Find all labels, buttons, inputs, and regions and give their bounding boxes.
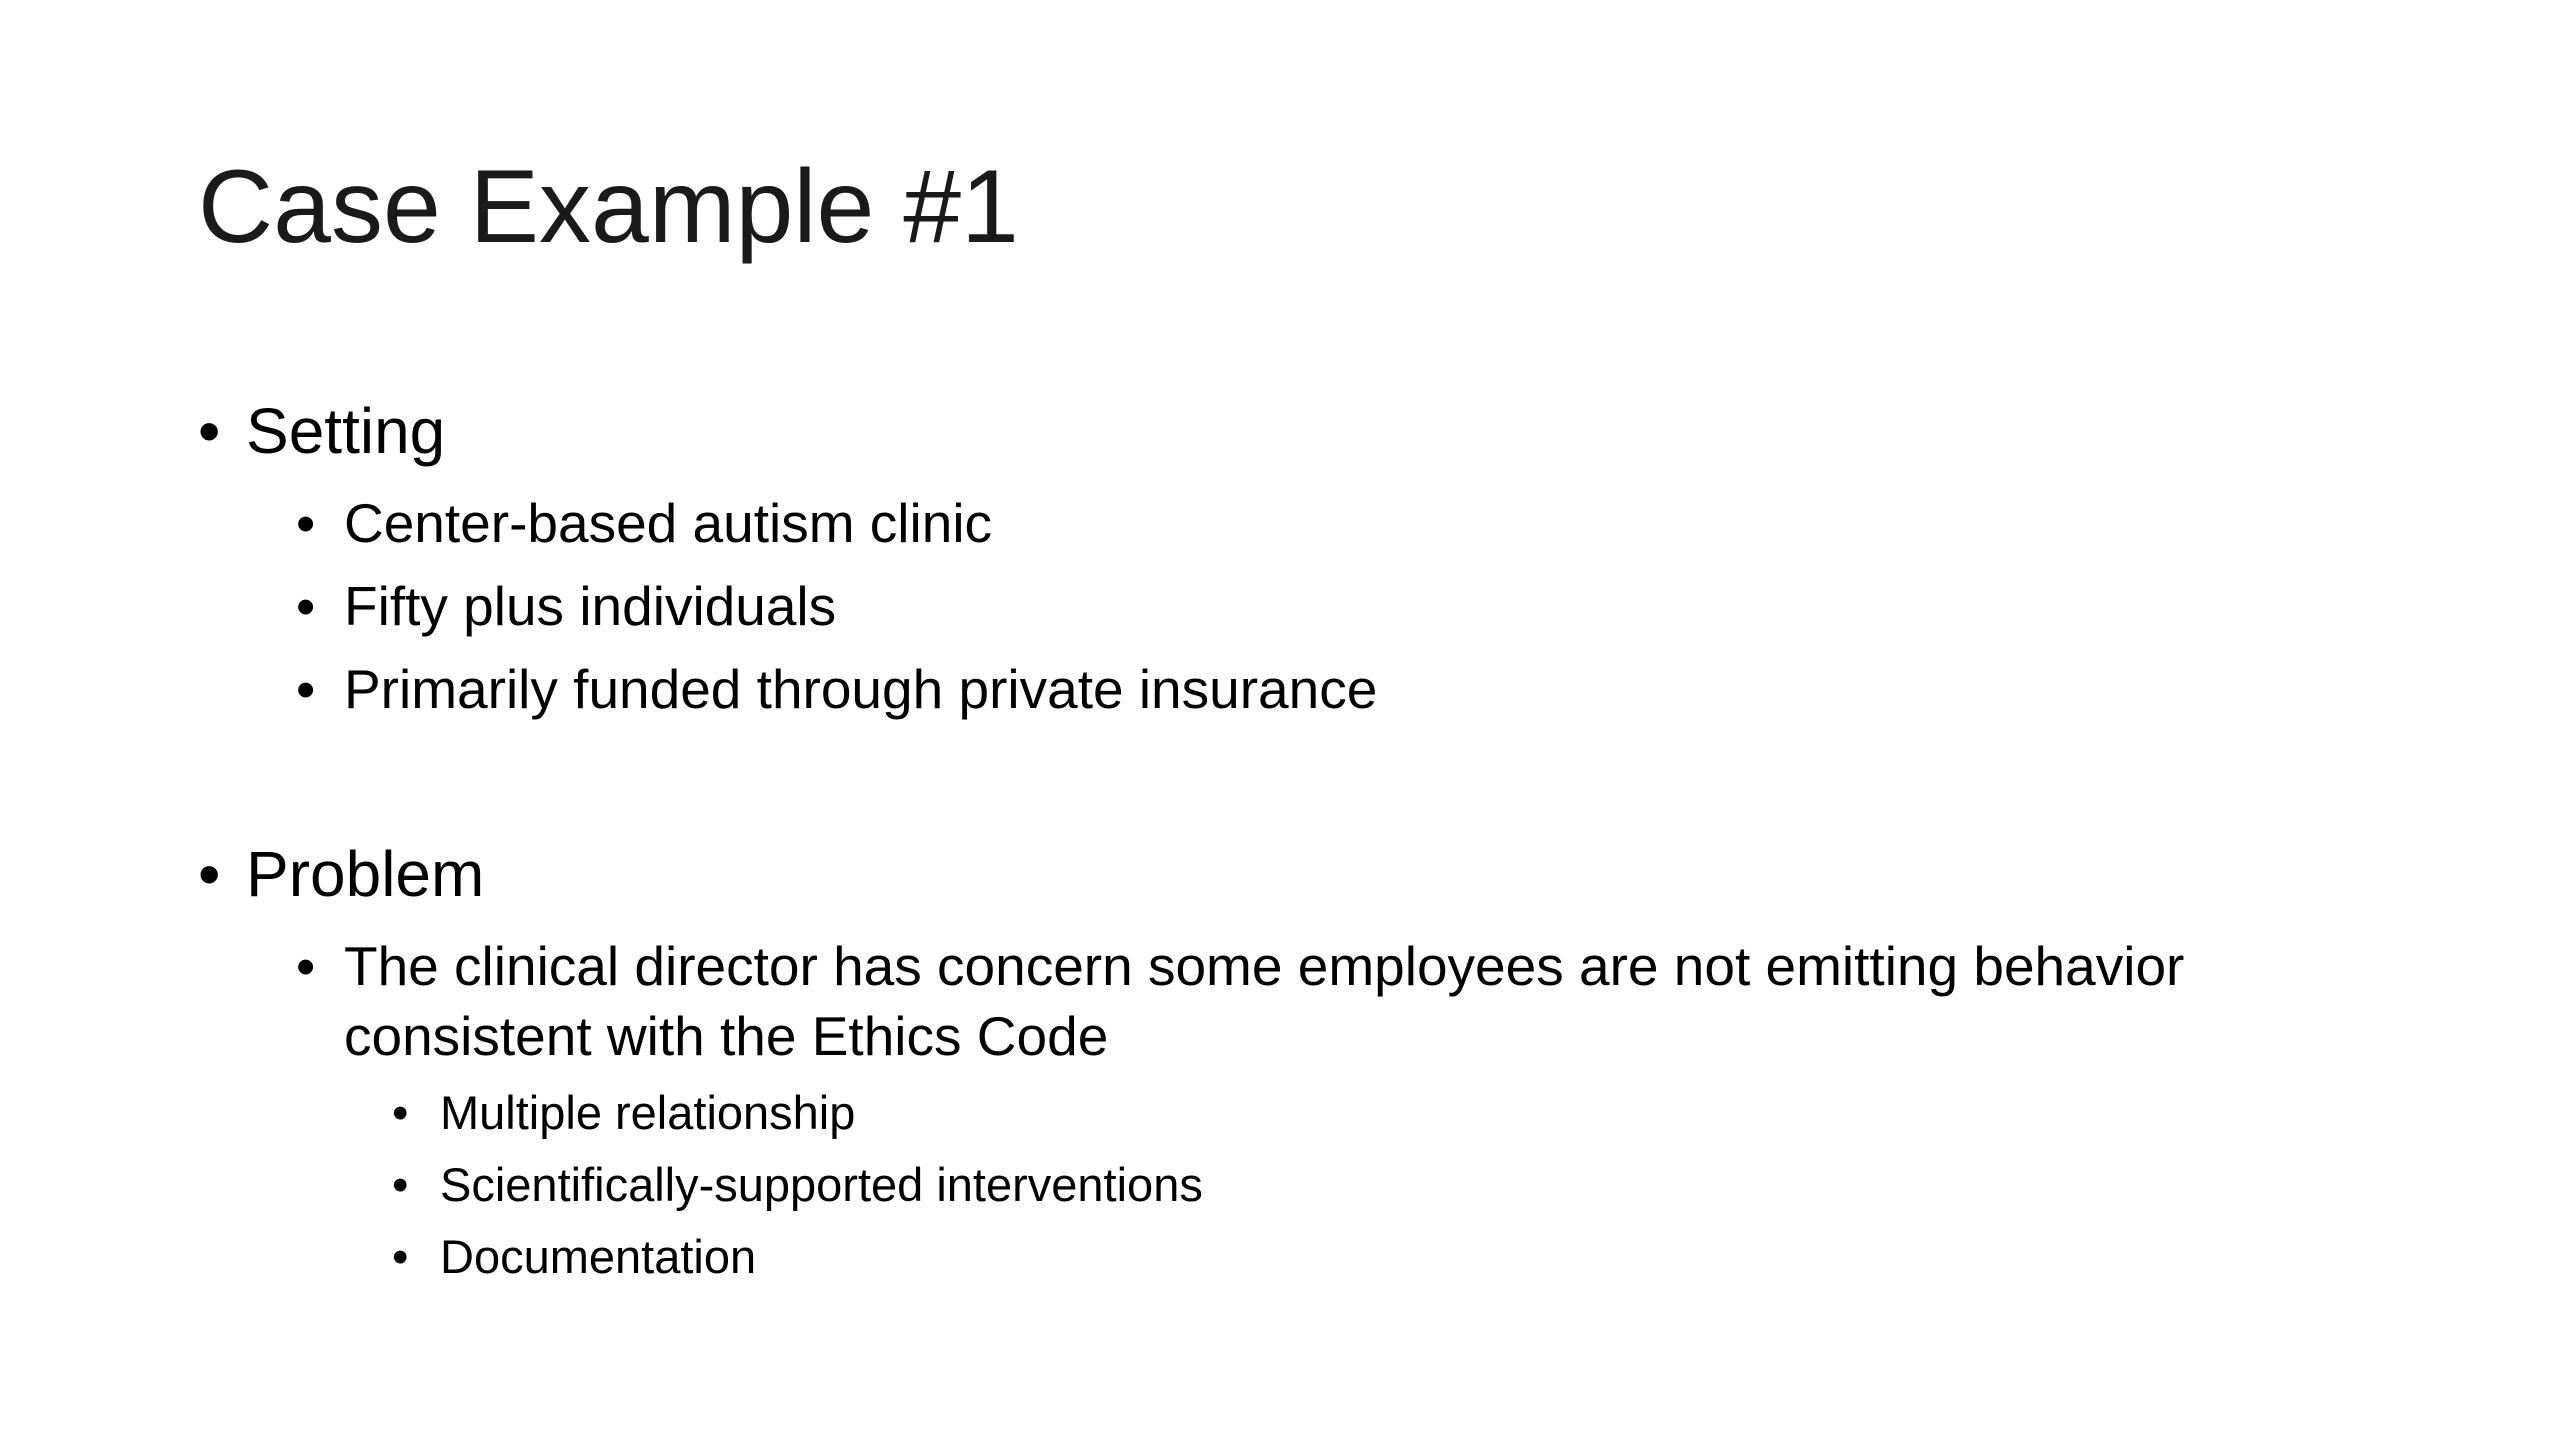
sub-bullet — [296, 654, 1377, 724]
bullet-text: Documentation — [440, 1230, 757, 1283]
bullet-dot-icon: • — [296, 492, 316, 554]
bullet-dot-icon: • — [198, 838, 221, 910]
bullet-dot-icon: • — [392, 1230, 409, 1283]
sub-bullet — [296, 931, 2394, 1072]
bullet-dot-icon: • — [392, 1086, 409, 1139]
bullet-dot-icon: • — [198, 395, 221, 467]
bullet-setting — [198, 395, 445, 469]
bullet-text: Multiple relationship — [440, 1086, 856, 1139]
sub-sub-bullet — [392, 1157, 1203, 1213]
bullet-text: Scientifically-supported interventions — [440, 1158, 1203, 1211]
sub-bullet — [296, 571, 836, 641]
bullet-dot-icon: • — [296, 935, 316, 997]
bullet-text: Center-based autism clinic — [344, 492, 993, 554]
sub-bullet — [296, 488, 992, 558]
bullet-dot-icon: • — [296, 658, 316, 720]
sub-sub-bullet — [392, 1085, 855, 1141]
bullet-text: Setting — [246, 395, 446, 467]
bullet-problem — [198, 838, 484, 912]
bullet-text: The clinical director has concern some employees are not emitting behavior consistent with the Ethics Code — [344, 935, 2185, 1068]
bullet-text: Problem — [246, 838, 485, 910]
bullet-dot-icon: • — [392, 1158, 409, 1211]
bullet-dot-icon: • — [296, 575, 316, 637]
sub-sub-bullet — [392, 1229, 756, 1285]
slide-title: Case Example #1 — [198, 149, 1019, 265]
bullet-text: Fifty plus individuals — [344, 575, 837, 637]
bullet-text: Primarily funded through private insurance — [344, 658, 1378, 720]
